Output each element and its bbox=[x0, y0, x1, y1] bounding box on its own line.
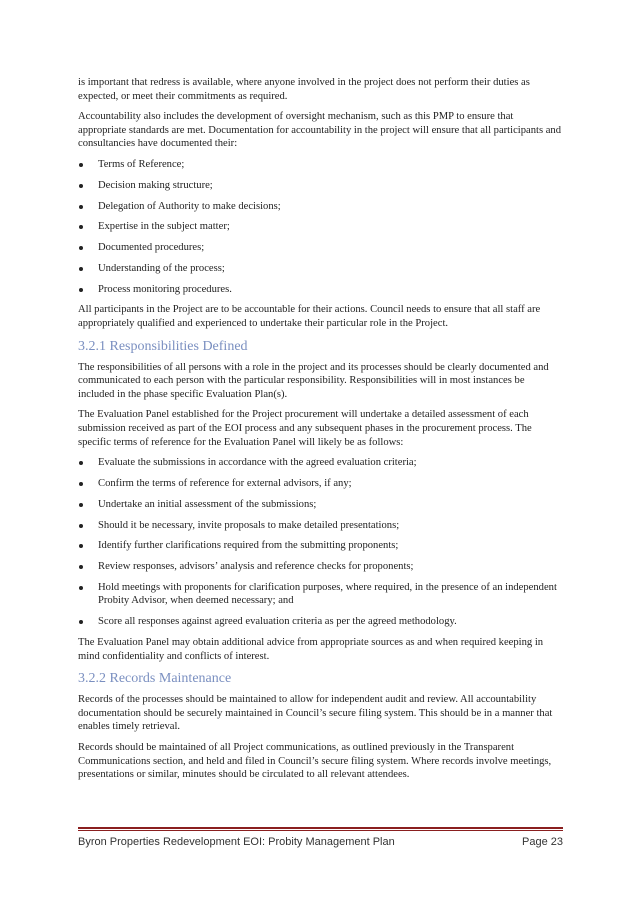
list-item bbox=[78, 200, 563, 214]
list-item-text: Hold meetings with proponents for clarification purposes, where required, in the presence of an independent Probity Advisor, when deemed necessary; and bbox=[98, 581, 557, 607]
paragraph: The Evaluation Panel may obtain additional advice from appropriate sources as and when required keeping in mind confidentiality and conflicts of interest. bbox=[78, 637, 544, 662]
list-item-text: Documented procedures; bbox=[98, 242, 205, 254]
bullet-icon bbox=[79, 184, 83, 188]
page-content bbox=[78, 76, 563, 789]
list-item bbox=[78, 262, 563, 276]
bullet-icon bbox=[79, 524, 83, 528]
paragraph: The responsibilities of all persons with a role in the project and its processes should be clearly documented and communicated to each person with the particular responsibility. Responsibilities will in most instances be included in the phase specific Evaluation Plan(s). bbox=[78, 361, 549, 400]
list-item bbox=[78, 283, 563, 297]
bullet-icon bbox=[79, 288, 83, 292]
list-item bbox=[78, 560, 563, 574]
page-number: Page 23 bbox=[522, 836, 563, 848]
footer-divider bbox=[78, 830, 563, 831]
bullet-icon bbox=[79, 620, 83, 624]
list-item bbox=[78, 179, 563, 193]
list-item-text: Confirm the terms of reference for external advisors, if any; bbox=[98, 477, 352, 489]
list-item-text: Understanding of the process; bbox=[98, 262, 225, 274]
list-item bbox=[78, 220, 563, 234]
section-heading-records: 3.2.2 Records Maintenance bbox=[78, 671, 232, 687]
paragraph: Records should be maintained of all Project communications, as outlined previously in the Transparent Communications section, and held and filed in Council’s secure filing system. Where records involve meetings, presentations or similar, minutes should be circulated to all relevant attendees. bbox=[78, 742, 552, 781]
list-item-text: Evaluate the submissions in accordance with the agreed evaluation criteria; bbox=[98, 457, 417, 469]
list-item-text: Terms of Reference; bbox=[98, 158, 185, 170]
footer-divider bbox=[78, 827, 563, 829]
bullet-icon bbox=[79, 482, 83, 486]
paragraph: Records of the processes should be maintained to allow for independent audit and review. All accountability documentation should be securely maintained in Council’s secure filing system. This should be in a manner that enables timely retrieval. bbox=[78, 694, 553, 733]
bullet-icon bbox=[79, 461, 83, 465]
bullet-icon bbox=[79, 503, 83, 507]
list-item bbox=[78, 241, 563, 255]
bullet-icon bbox=[79, 586, 83, 590]
paragraph: is important that redress is available, where anyone involved in the project does not perform their duties as expected, or meet their commitments as required. bbox=[78, 77, 530, 102]
list-item bbox=[78, 498, 563, 512]
bullet-icon bbox=[79, 246, 83, 250]
list-item bbox=[78, 519, 563, 533]
footer-document-title: Byron Properties Redevelopment EOI: Probity Management Plan bbox=[78, 836, 395, 848]
page-footer bbox=[78, 836, 563, 848]
list-item-text: Review responses, advisors’ analysis and reference checks for proponents; bbox=[98, 561, 414, 573]
list-item bbox=[78, 456, 563, 470]
documentation-list bbox=[78, 158, 563, 296]
list-item bbox=[78, 539, 563, 553]
list-item bbox=[78, 158, 563, 172]
list-item-text: Decision making structure; bbox=[98, 179, 213, 191]
list-item-text: Process monitoring procedures. bbox=[98, 283, 232, 295]
list-item-text: Delegation of Authority to make decisions; bbox=[98, 200, 281, 212]
paragraph: Accountability also includes the development of oversight mechanism, such as this PMP to ensure that appropriate standards are met. Documentation for accountability in the project will ensure that all participants and consultancies have documented their: bbox=[78, 111, 562, 150]
list-item bbox=[78, 615, 563, 629]
bullet-icon bbox=[79, 163, 83, 167]
paragraph: The Evaluation Panel established for the Project procurement will undertake a detailed assessment of each submission received as part of the EOI process and any subsequent phases in the procurement process. The specific terms of reference for the Evaluation Panel will likely be as follows: bbox=[78, 409, 532, 448]
list-item-text: Should it be necessary, invite proposals to make detailed presentations; bbox=[98, 519, 400, 531]
section-heading-responsibilities: 3.2.1 Responsibilities Defined bbox=[78, 338, 248, 354]
bullet-icon bbox=[79, 205, 83, 209]
list-item-text: Identify further clarifications required from the submitting proponents; bbox=[98, 540, 399, 552]
bullet-icon bbox=[79, 267, 83, 271]
paragraph: All participants in the Project are to be accountable for their actions. Council needs to ensure that all staff are appropriately qualified and experienced to undertake their particular role in the Project. bbox=[78, 304, 541, 330]
list-item bbox=[78, 581, 563, 608]
list-item-text: Undertake an initial assessment of the submissions; bbox=[98, 498, 317, 510]
bullet-icon bbox=[79, 565, 83, 569]
bullet-icon bbox=[79, 225, 83, 229]
list-item-text: Expertise in the subject matter; bbox=[98, 221, 230, 233]
evaluation-terms-list bbox=[78, 456, 563, 629]
list-item-text: Score all responses against agreed evaluation criteria as per the agreed methodology. bbox=[98, 616, 457, 628]
bullet-icon bbox=[79, 544, 83, 548]
list-item bbox=[78, 477, 563, 491]
